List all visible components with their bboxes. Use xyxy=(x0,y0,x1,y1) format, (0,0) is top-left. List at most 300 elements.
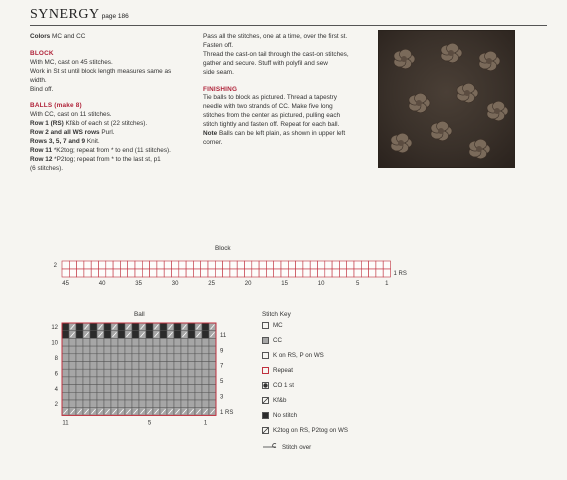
ball-chart-cell xyxy=(209,354,216,362)
ball-chart-cell xyxy=(209,362,216,370)
ball-chart-cell xyxy=(153,362,160,370)
block-chart-cell xyxy=(245,269,252,277)
ball-chart-cell xyxy=(69,369,76,377)
empty-swatch-icon xyxy=(262,352,269,359)
block-chart xyxy=(48,255,408,285)
block-chart-cell xyxy=(157,261,164,269)
ball-chart-cell xyxy=(118,338,125,346)
ball-row-label: 3 xyxy=(220,394,224,401)
ball-chart-cell xyxy=(118,377,125,385)
ball-chart-cell xyxy=(90,331,97,339)
ball-chart-cell xyxy=(188,369,195,377)
ball-chart-cell xyxy=(146,377,153,385)
ball-chart-cell xyxy=(111,338,118,346)
block-chart-cell xyxy=(332,261,339,269)
ball-chart-cell xyxy=(90,323,97,331)
row-2-line: Row 2 and all WS rows Purl. xyxy=(30,129,115,137)
block-chart-cell xyxy=(347,261,354,269)
ball-chart-cell xyxy=(146,338,153,346)
stitch-key-item xyxy=(262,397,286,404)
block-chart-cell xyxy=(157,269,164,277)
stitch-key-label: Kf&b xyxy=(273,397,287,404)
block-chart-cell xyxy=(208,269,215,277)
ball-chart-cell xyxy=(83,377,90,385)
finishing-line: stitch tightly and fasten off. Repeat for each ball. xyxy=(203,121,340,129)
block-chart-cell xyxy=(281,261,288,269)
instructions-column-2 xyxy=(203,33,375,148)
ball-chart-cell xyxy=(167,346,174,354)
page-title: SYNERGY page 186 xyxy=(30,7,129,22)
ball-chart-cell xyxy=(69,338,76,346)
block-chart-cell xyxy=(281,269,288,277)
block-chart-cell xyxy=(259,261,266,269)
block-chart-cell xyxy=(172,261,179,269)
ball-chart-cell xyxy=(83,369,90,377)
stitch-key-label: No stitch xyxy=(273,412,298,419)
ball-chart-cell xyxy=(153,338,160,346)
block-chart-cell xyxy=(135,269,142,277)
ball-chart-cell xyxy=(167,385,174,393)
ball-chart-cell xyxy=(202,346,209,354)
ball-chart-cell xyxy=(181,338,188,346)
block-chart-cell xyxy=(77,261,84,269)
ball-chart-cell xyxy=(160,362,167,370)
block-chart-cell xyxy=(193,261,200,269)
ball-chart-cell xyxy=(167,392,174,400)
stitch-key-item xyxy=(262,322,283,329)
ball-chart-cell xyxy=(83,354,90,362)
ball-chart-cell xyxy=(139,385,146,393)
block-chart-cell xyxy=(369,269,376,277)
ball-chart-cell xyxy=(76,377,83,385)
ball-chart-cell xyxy=(174,354,181,362)
ball-chart-cell xyxy=(132,369,139,377)
ball-chart-cell xyxy=(202,392,209,400)
ball-chart-cell xyxy=(174,400,181,408)
ball-chart-cell xyxy=(111,377,118,385)
block-line: With MC, cast on 45 stitches. xyxy=(30,58,113,66)
bobble-ball xyxy=(479,51,500,71)
ball-chart-cell xyxy=(111,392,118,400)
ball-chart-cell xyxy=(188,400,195,408)
block-chart-cell xyxy=(120,269,127,277)
ball-chart-cell xyxy=(90,377,97,385)
ball-chart-cell xyxy=(118,369,125,377)
ball-chart-cell xyxy=(153,392,160,400)
block-tick-label: 35 xyxy=(135,281,142,285)
ball-row-label: 8 xyxy=(54,356,58,362)
ball-chart-cell xyxy=(209,385,216,393)
ball-row-label: 6 xyxy=(54,371,58,378)
block-chart-cell xyxy=(296,269,303,277)
block-chart-cell xyxy=(252,261,259,269)
block-chart-cell xyxy=(237,269,244,277)
ball-chart-cell xyxy=(69,392,76,400)
gray-swatch-icon xyxy=(262,337,269,344)
black-swatch-icon xyxy=(262,412,269,419)
block-heading: BLOCK xyxy=(30,49,54,57)
block-chart-cell xyxy=(113,269,120,277)
block-chart-cell xyxy=(303,261,310,269)
ball-chart-cell xyxy=(104,400,111,408)
ball-finish-line: gather and secure. Stuff with polyfil and sew xyxy=(203,59,328,67)
block-chart-cell xyxy=(164,269,171,277)
ball-chart-cell xyxy=(83,392,90,400)
ball-chart-cell xyxy=(90,369,97,377)
ball-chart-cell xyxy=(76,392,83,400)
ball-chart-cell xyxy=(195,377,202,385)
ball-chart-cell xyxy=(125,385,132,393)
block-row-label: 2 xyxy=(53,263,57,269)
ball-chart-cell xyxy=(202,323,209,331)
ball-chart-cell xyxy=(160,331,167,339)
ball-chart-cell xyxy=(174,331,181,339)
ball-chart-cell xyxy=(83,346,90,354)
row-12-line-cont: (6 stitches). xyxy=(30,164,64,172)
ball-chart-cell xyxy=(69,385,76,393)
ball-chart-cell xyxy=(104,331,111,339)
ball-chart-cell xyxy=(76,354,83,362)
ball-chart-cell xyxy=(62,338,69,346)
block-chart-cell xyxy=(230,269,237,277)
ball-chart-cell xyxy=(174,323,181,331)
red-swatch-icon xyxy=(262,367,269,374)
ball-chart-cell xyxy=(202,331,209,339)
bobble-ball xyxy=(394,49,415,69)
ball-chart-cell xyxy=(202,400,209,408)
ball-chart-cell xyxy=(167,400,174,408)
ball-chart-cell xyxy=(209,369,216,377)
ball-chart-cell xyxy=(97,362,104,370)
block-chart-cell xyxy=(339,269,346,277)
ball-chart-cell xyxy=(76,385,83,393)
ball-chart-cell xyxy=(153,400,160,408)
ball-chart-cell xyxy=(195,354,202,362)
block-chart-cell xyxy=(332,269,339,277)
ball-chart-cell xyxy=(97,400,104,408)
block-chart-cell xyxy=(62,261,69,269)
ball-chart-cell xyxy=(188,377,195,385)
ball-chart-cell xyxy=(83,362,90,370)
block-chart-cell xyxy=(179,269,186,277)
block-chart-cell xyxy=(266,261,273,269)
block-chart-cell xyxy=(354,261,361,269)
block-chart-cell xyxy=(223,261,230,269)
block-chart-cell xyxy=(113,261,120,269)
ball-chart-cell xyxy=(139,400,146,408)
ball-chart-cell xyxy=(167,338,174,346)
co-swatch-icon xyxy=(262,382,269,389)
ball-chart-cell xyxy=(132,392,139,400)
block-tick-label: 1 xyxy=(385,281,389,285)
ball-chart-cell xyxy=(104,338,111,346)
ball-chart-cell xyxy=(104,377,111,385)
ball-row-label: 10 xyxy=(51,340,58,347)
ball-row-label: 9 xyxy=(220,348,224,355)
ball-chart-cell xyxy=(104,354,111,362)
block-tick-label: 20 xyxy=(244,281,252,285)
bobble-ball xyxy=(441,43,462,63)
ball-chart-cell xyxy=(146,331,153,339)
ball-chart-cell xyxy=(104,323,111,331)
ball-finish-line: side seam. xyxy=(203,68,234,76)
ball-chart-cell xyxy=(104,385,111,393)
block-chart-cell xyxy=(376,269,383,277)
block-chart-cell xyxy=(186,269,193,277)
ball-chart-cell xyxy=(139,354,146,362)
stitch-key-item xyxy=(262,412,297,419)
ball-chart-cell xyxy=(160,385,167,393)
ball-chart-cell xyxy=(167,354,174,362)
ball-chart-cell xyxy=(62,377,69,385)
ball-chart-cell xyxy=(132,400,139,408)
stitch-key-label: K on RS, P on WS xyxy=(273,352,324,359)
ball-chart-cell xyxy=(188,392,195,400)
ball-chart-cell xyxy=(111,362,118,370)
ball-chart-cell xyxy=(90,338,97,346)
ball-chart-cell xyxy=(76,400,83,408)
ball-chart-cell xyxy=(174,338,181,346)
ball-chart-cell xyxy=(62,362,69,370)
ball-chart-cell xyxy=(62,323,69,331)
ball-chart-cell xyxy=(146,346,153,354)
stitch-key-label: Stitch over xyxy=(282,443,312,451)
ball-chart-cell xyxy=(90,385,97,393)
ball-chart-cell xyxy=(188,362,195,370)
stitch-key-label: MC xyxy=(273,322,283,329)
block-tick-label: 30 xyxy=(171,281,179,285)
ball-chart-cell xyxy=(209,400,216,408)
ball-chart-cell xyxy=(153,385,160,393)
ball-chart-title: Ball xyxy=(134,311,145,318)
block-chart-cell xyxy=(318,261,325,269)
ball-chart-cell xyxy=(132,323,139,331)
block-chart-cell xyxy=(201,261,208,269)
block-chart-cell xyxy=(303,269,310,277)
ball-row-label: 7 xyxy=(220,363,224,370)
page-reference: page 186 xyxy=(101,13,129,20)
stitch-key-item xyxy=(262,442,311,452)
ball-row-label: 4 xyxy=(54,386,58,393)
ball-chart-cell xyxy=(160,400,167,408)
ball-chart-cell xyxy=(97,354,104,362)
stitch-over-arrow-icon xyxy=(262,442,280,452)
ball-chart-cell xyxy=(118,400,125,408)
ball-chart-cell xyxy=(76,362,83,370)
ball-chart-cell xyxy=(97,385,104,393)
block-chart-cell xyxy=(266,269,273,277)
block-tick-label: 45 xyxy=(62,281,69,285)
ball-chart-cell xyxy=(174,385,181,393)
ball-chart-cell xyxy=(83,338,90,346)
block-chart-cell xyxy=(99,261,106,269)
ball-chart-cell xyxy=(104,392,111,400)
block-chart-cell xyxy=(274,261,281,269)
block-chart-cell xyxy=(296,261,303,269)
ball-chart-cell xyxy=(118,392,125,400)
ball-chart-cell xyxy=(160,346,167,354)
ball-finish-line: Fasten off. xyxy=(203,41,234,49)
block-chart-cell xyxy=(135,261,142,269)
block-chart-cell xyxy=(288,261,295,269)
block-tick-label: 40 xyxy=(98,281,106,285)
block-chart-cell xyxy=(347,269,354,277)
ball-chart-cell xyxy=(111,385,118,393)
ball-chart-cell xyxy=(153,346,160,354)
instructions-column-1 xyxy=(30,33,190,174)
block-row-label: 1 RS xyxy=(393,271,407,277)
ball-chart-cell xyxy=(188,346,195,354)
ball-chart-cell xyxy=(62,331,69,339)
stitch-key-title: Stitch Key xyxy=(262,311,291,318)
ball-chart-cell xyxy=(209,377,216,385)
ball-chart-cell xyxy=(62,392,69,400)
ball-chart-cell xyxy=(104,369,111,377)
block-line: Work in St st until block length measures same as xyxy=(30,67,172,75)
ball-chart-cell xyxy=(146,400,153,408)
ball-chart-cell xyxy=(125,354,132,362)
bobble-ball xyxy=(391,133,412,153)
ball-chart-cell xyxy=(62,369,69,377)
ball-chart-cell xyxy=(181,377,188,385)
ball-chart-cell xyxy=(118,346,125,354)
colors-line: Colors MC and CC xyxy=(30,33,86,40)
ball-chart-cell xyxy=(146,362,153,370)
block-chart-cell xyxy=(77,269,84,277)
ball-chart-cell xyxy=(97,377,104,385)
ball-chart-cell xyxy=(195,338,202,346)
ball-stitch-label: 11 xyxy=(62,420,69,427)
ball-chart-cell xyxy=(97,346,104,354)
ball-finish-line: Pass all the stitches, one at a time, over the first st. xyxy=(203,33,348,40)
ball-chart-cell xyxy=(160,338,167,346)
ball-chart-cell xyxy=(167,377,174,385)
ball-chart-cell xyxy=(139,377,146,385)
block-tick-label: 10 xyxy=(317,281,325,285)
ball-chart-cell xyxy=(83,385,90,393)
ball-chart-cell xyxy=(188,354,195,362)
ball-chart-cell xyxy=(76,323,83,331)
block-chart-cell xyxy=(361,269,368,277)
ball-chart-cell xyxy=(188,331,195,339)
k2tog-swatch-icon xyxy=(262,427,269,434)
ball-chart-cell xyxy=(146,369,153,377)
ball-chart-cell xyxy=(69,354,76,362)
block-chart-cell xyxy=(339,261,346,269)
block-chart-cell xyxy=(106,261,113,269)
block-chart-cell xyxy=(91,269,98,277)
bobble-ball xyxy=(457,83,478,103)
ball-chart-cell xyxy=(139,338,146,346)
ball-chart-cell xyxy=(139,362,146,370)
block-chart-cell xyxy=(223,269,230,277)
ball-chart-cell xyxy=(132,338,139,346)
block-chart-cell xyxy=(69,261,76,269)
ball-chart-cell xyxy=(181,346,188,354)
ball-chart-cell xyxy=(139,369,146,377)
ball-chart-cell xyxy=(118,323,125,331)
block-line: width. xyxy=(30,76,47,84)
knitted-block-photo xyxy=(378,30,515,168)
ball-chart-cell xyxy=(111,354,118,362)
header-rule xyxy=(30,25,547,26)
ball-chart-cell xyxy=(202,362,209,370)
ball-chart-cell xyxy=(125,346,132,354)
ball-chart-cell xyxy=(132,331,139,339)
ball-chart-cell xyxy=(195,392,202,400)
stitch-key-label: K2tog on RS, P2tog on WS xyxy=(273,427,348,434)
ball-chart-cell xyxy=(69,346,76,354)
ball-chart-cell xyxy=(125,369,132,377)
block-chart-cell xyxy=(376,261,383,269)
ball-chart-cell xyxy=(111,369,118,377)
block-chart-cell xyxy=(215,269,222,277)
ball-chart-cell xyxy=(111,346,118,354)
ball-chart-cell xyxy=(188,338,195,346)
block-chart-cell xyxy=(62,269,69,277)
block-line: Bind off. xyxy=(30,85,54,93)
ball-chart-cell xyxy=(90,354,97,362)
ball-chart-cell xyxy=(132,362,139,370)
ball-chart-cell xyxy=(97,392,104,400)
block-tick-label: 15 xyxy=(281,281,288,285)
ball-chart-cell xyxy=(111,400,118,408)
ball-chart-cell xyxy=(160,369,167,377)
ball-finish-line: Thread the cast-on tail through the cast-on stitches, xyxy=(203,50,349,58)
block-chart-cell xyxy=(245,261,252,269)
block-chart-cell xyxy=(383,269,390,277)
block-chart-cell xyxy=(150,261,157,269)
ball-chart-cell xyxy=(174,362,181,370)
block-chart-cell xyxy=(172,269,179,277)
rows-3-5-7-9-line: Rows 3, 5, 7 and 9 Knit. xyxy=(30,138,100,146)
bobble-ball xyxy=(409,93,430,113)
ball-chart-cell xyxy=(209,392,216,400)
ball-chart-cell xyxy=(174,392,181,400)
block-chart-cell xyxy=(69,269,76,277)
ball-chart-cell xyxy=(97,369,104,377)
block-chart-cell xyxy=(179,261,186,269)
ball-chart-cell xyxy=(118,385,125,393)
ball-chart-cell xyxy=(160,377,167,385)
ball-chart-cell xyxy=(139,346,146,354)
ball-chart-cell xyxy=(139,392,146,400)
ball-chart-cell xyxy=(104,362,111,370)
stitch-key-item xyxy=(262,382,294,389)
block-chart-cell xyxy=(288,269,295,277)
ball-chart-cell xyxy=(69,362,76,370)
block-chart-cell xyxy=(128,261,135,269)
ball-chart-cell xyxy=(132,377,139,385)
ball-chart-cell xyxy=(118,331,125,339)
balls-heading: BALLS (make 8) xyxy=(30,102,82,110)
block-chart-cell xyxy=(274,269,281,277)
ball-chart-cell xyxy=(188,323,195,331)
ball-chart-cell xyxy=(181,369,188,377)
ball-chart-cell xyxy=(174,369,181,377)
row-12-line: Row 12 *P2tog; repeat from * to the last st, p1 xyxy=(30,155,161,163)
ball-chart-cell xyxy=(195,346,202,354)
ball-chart-cell xyxy=(76,331,83,339)
ball-chart-cell xyxy=(181,362,188,370)
block-chart-cell xyxy=(361,261,368,269)
ball-chart-cell xyxy=(153,354,160,362)
block-chart-cell xyxy=(230,261,237,269)
ball-row-label: 5 xyxy=(220,379,224,386)
block-chart-cell xyxy=(318,269,325,277)
ball-chart-cell xyxy=(125,400,132,408)
ball-chart-cell xyxy=(195,362,202,370)
